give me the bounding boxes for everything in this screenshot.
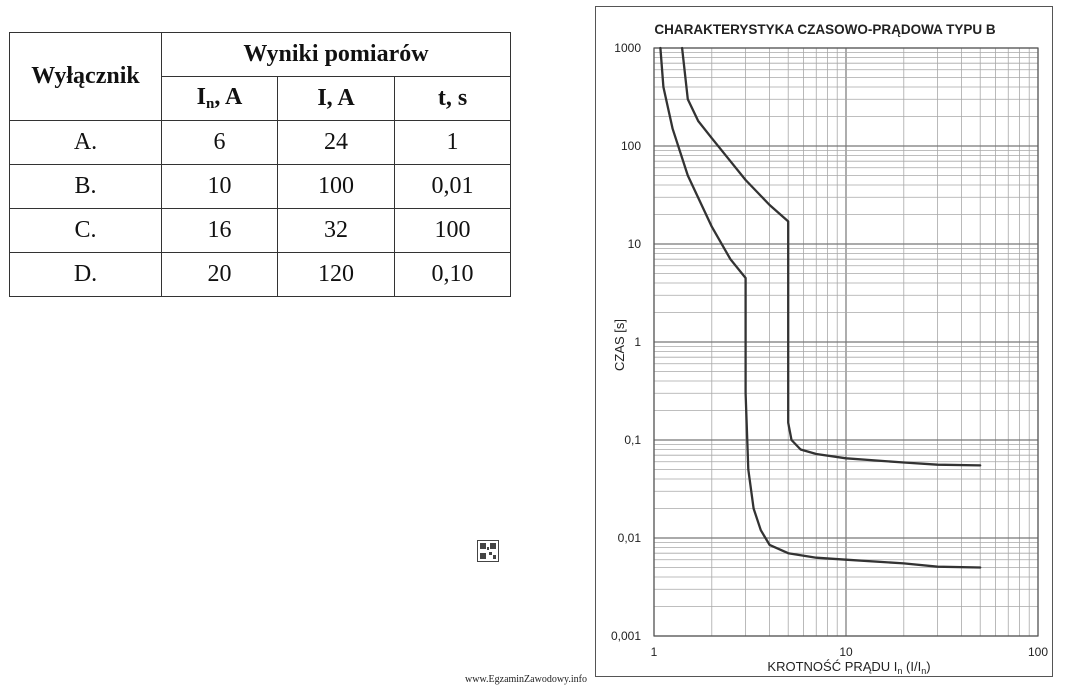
cell-t: 1 (395, 121, 511, 165)
cell-t: 100 (395, 209, 511, 253)
cell-in: 20 (162, 253, 278, 297)
cell-i: 120 (278, 253, 395, 297)
cell-i: 100 (278, 165, 395, 209)
x-label-main: KROTNOŚĆ PRĄDU I (767, 659, 898, 674)
cell-i: 24 (278, 121, 395, 165)
header-breaker: Wyłącznik (10, 33, 162, 121)
table-row (10, 253, 511, 297)
tc-chart (596, 7, 1054, 678)
table-row (10, 165, 511, 209)
chart-title: CHARAKTERYSTYKA CZASOWO-PRĄDOWA TYPU B (654, 22, 996, 37)
y-axis-label: CZAS [s] (612, 318, 627, 372)
x-label-paren-open: (I/I (902, 659, 922, 674)
col-in-main: I (196, 84, 206, 110)
y-tick-label: 100 (620, 139, 641, 153)
chart-frame (595, 6, 1053, 677)
cell-in: 16 (162, 209, 278, 253)
y-tick-label: 0,001 (610, 629, 641, 643)
table-row (10, 209, 511, 253)
cell-breaker: A. (10, 121, 162, 165)
cell-t: 0,01 (395, 165, 511, 209)
y-tick-label: 0,01 (617, 531, 641, 545)
x-tick-label: 1 (650, 645, 658, 659)
col-rated-current (162, 77, 278, 121)
header-results: Wyniki pomiarów (162, 33, 511, 77)
cell-i: 32 (278, 209, 395, 253)
curve-lower-limit (660, 48, 980, 568)
qr-code-icon (477, 540, 499, 562)
y-tick-label: 0,1 (624, 433, 641, 447)
col-in-unit: , A (214, 84, 243, 110)
x-label-sub: n (897, 666, 903, 676)
cell-in: 6 (162, 121, 278, 165)
x-tick-label: 100 (1027, 645, 1049, 659)
curve-upper-limit (682, 48, 980, 465)
cell-breaker: C. (10, 209, 162, 253)
table-row (10, 121, 511, 165)
x-label-paren-sub: n (921, 666, 927, 676)
x-tick-label: 10 (839, 645, 853, 659)
x-axis-label (767, 659, 930, 676)
cell-breaker: D. (10, 253, 162, 297)
y-tick-label: 1000 (614, 41, 641, 55)
cell-breaker: B. (10, 165, 162, 209)
cell-in: 10 (162, 165, 278, 209)
col-current: I, A (278, 77, 395, 121)
col-in-sub: n (205, 96, 215, 112)
col-time: t, s (395, 77, 511, 121)
x-label-paren-close: ) (926, 659, 931, 674)
y-tick-label: 10 (627, 237, 641, 251)
cell-t: 0,10 (395, 253, 511, 297)
footer-site: www.EgzaminZawodowy.info (465, 674, 588, 685)
results-table (9, 32, 511, 297)
y-tick-label: 1 (634, 335, 641, 349)
